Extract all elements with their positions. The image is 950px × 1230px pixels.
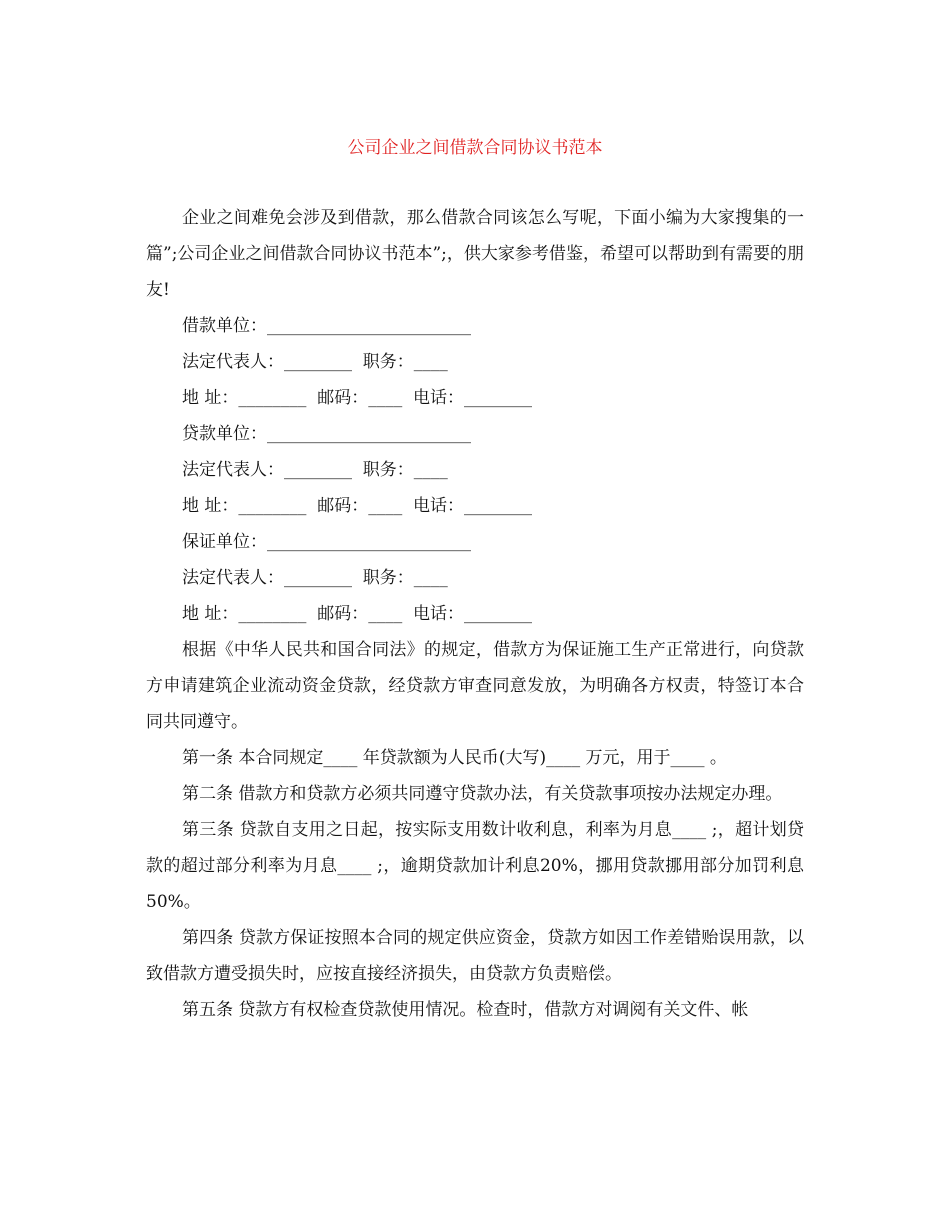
lender-address-field: 地 址：________ 邮码：____ 电话：________ xyxy=(182,496,533,516)
guarantor-representative-field: 法定代表人：________ 职务：____ xyxy=(182,568,448,588)
article-4: 第四条 贷款方保证按照本合同的规定供应资金，贷款方如因工作差错贻误用款，以致借款方遭受损失时，应按直接经济损失，由贷款方负责赔偿。 xyxy=(146,928,804,984)
article-3: 第三条 贷款自支用之日起，按实际支用数计收利息，利率为月息____ ;，超计划贷款的超过部分利率为月息____ ;，逾期贷款加计利息20%，挪用贷款挪用部分加罚利息50%。 xyxy=(146,820,804,912)
lender-representative-field: 法定代表人：________ 职务：____ xyxy=(182,460,448,480)
borrower-representative-field: 法定代表人：________ 职务：____ xyxy=(182,352,448,372)
document-title: 公司企业之间借款合同协议书范本 xyxy=(347,138,603,158)
article-5: 第五条 贷款方有权检查贷款使用情况。检查时，借款方对调阅有关文件、帐 xyxy=(182,1000,749,1020)
borrower-unit-field: 借款单位：________________________ xyxy=(182,316,471,336)
guarantor-unit-field: 保证单位：________________________ xyxy=(182,532,471,552)
borrower-address-field: 地 址：________ 邮码：____ 电话：________ xyxy=(182,388,533,408)
article-1: 第一条 本合同规定____ 年贷款额为人民币(大写)____ 万元，用于____ 。 xyxy=(182,748,727,768)
article-2: 第二条 借款方和贷款方必须共同遵守贷款办法，有关贷款事项按办法规定办理。 xyxy=(182,784,783,804)
legal-basis-paragraph: 根据《中华人民共和国合同法》的规定，借款方为保证施工生产正常进行，向贷款方申请建筑企业流动资金贷款，经贷款方审查同意发放，为明确各方权责，特签订本合同共同遵守。 xyxy=(146,640,804,732)
lender-unit-field: 贷款单位：________________________ xyxy=(182,424,471,444)
intro-paragraph: 企业之间难免会涉及到借款，那么借款合同该怎么写呢，下面小编为大家搜集的一篇”;公司企业之间借款合同协议书范本”;，供大家参考借鉴，希望可以帮助到有需要的朋友! xyxy=(146,208,804,300)
document-body xyxy=(146,200,804,1028)
guarantor-address-field: 地 址：________ 邮码：____ 电话：________ xyxy=(182,604,533,624)
